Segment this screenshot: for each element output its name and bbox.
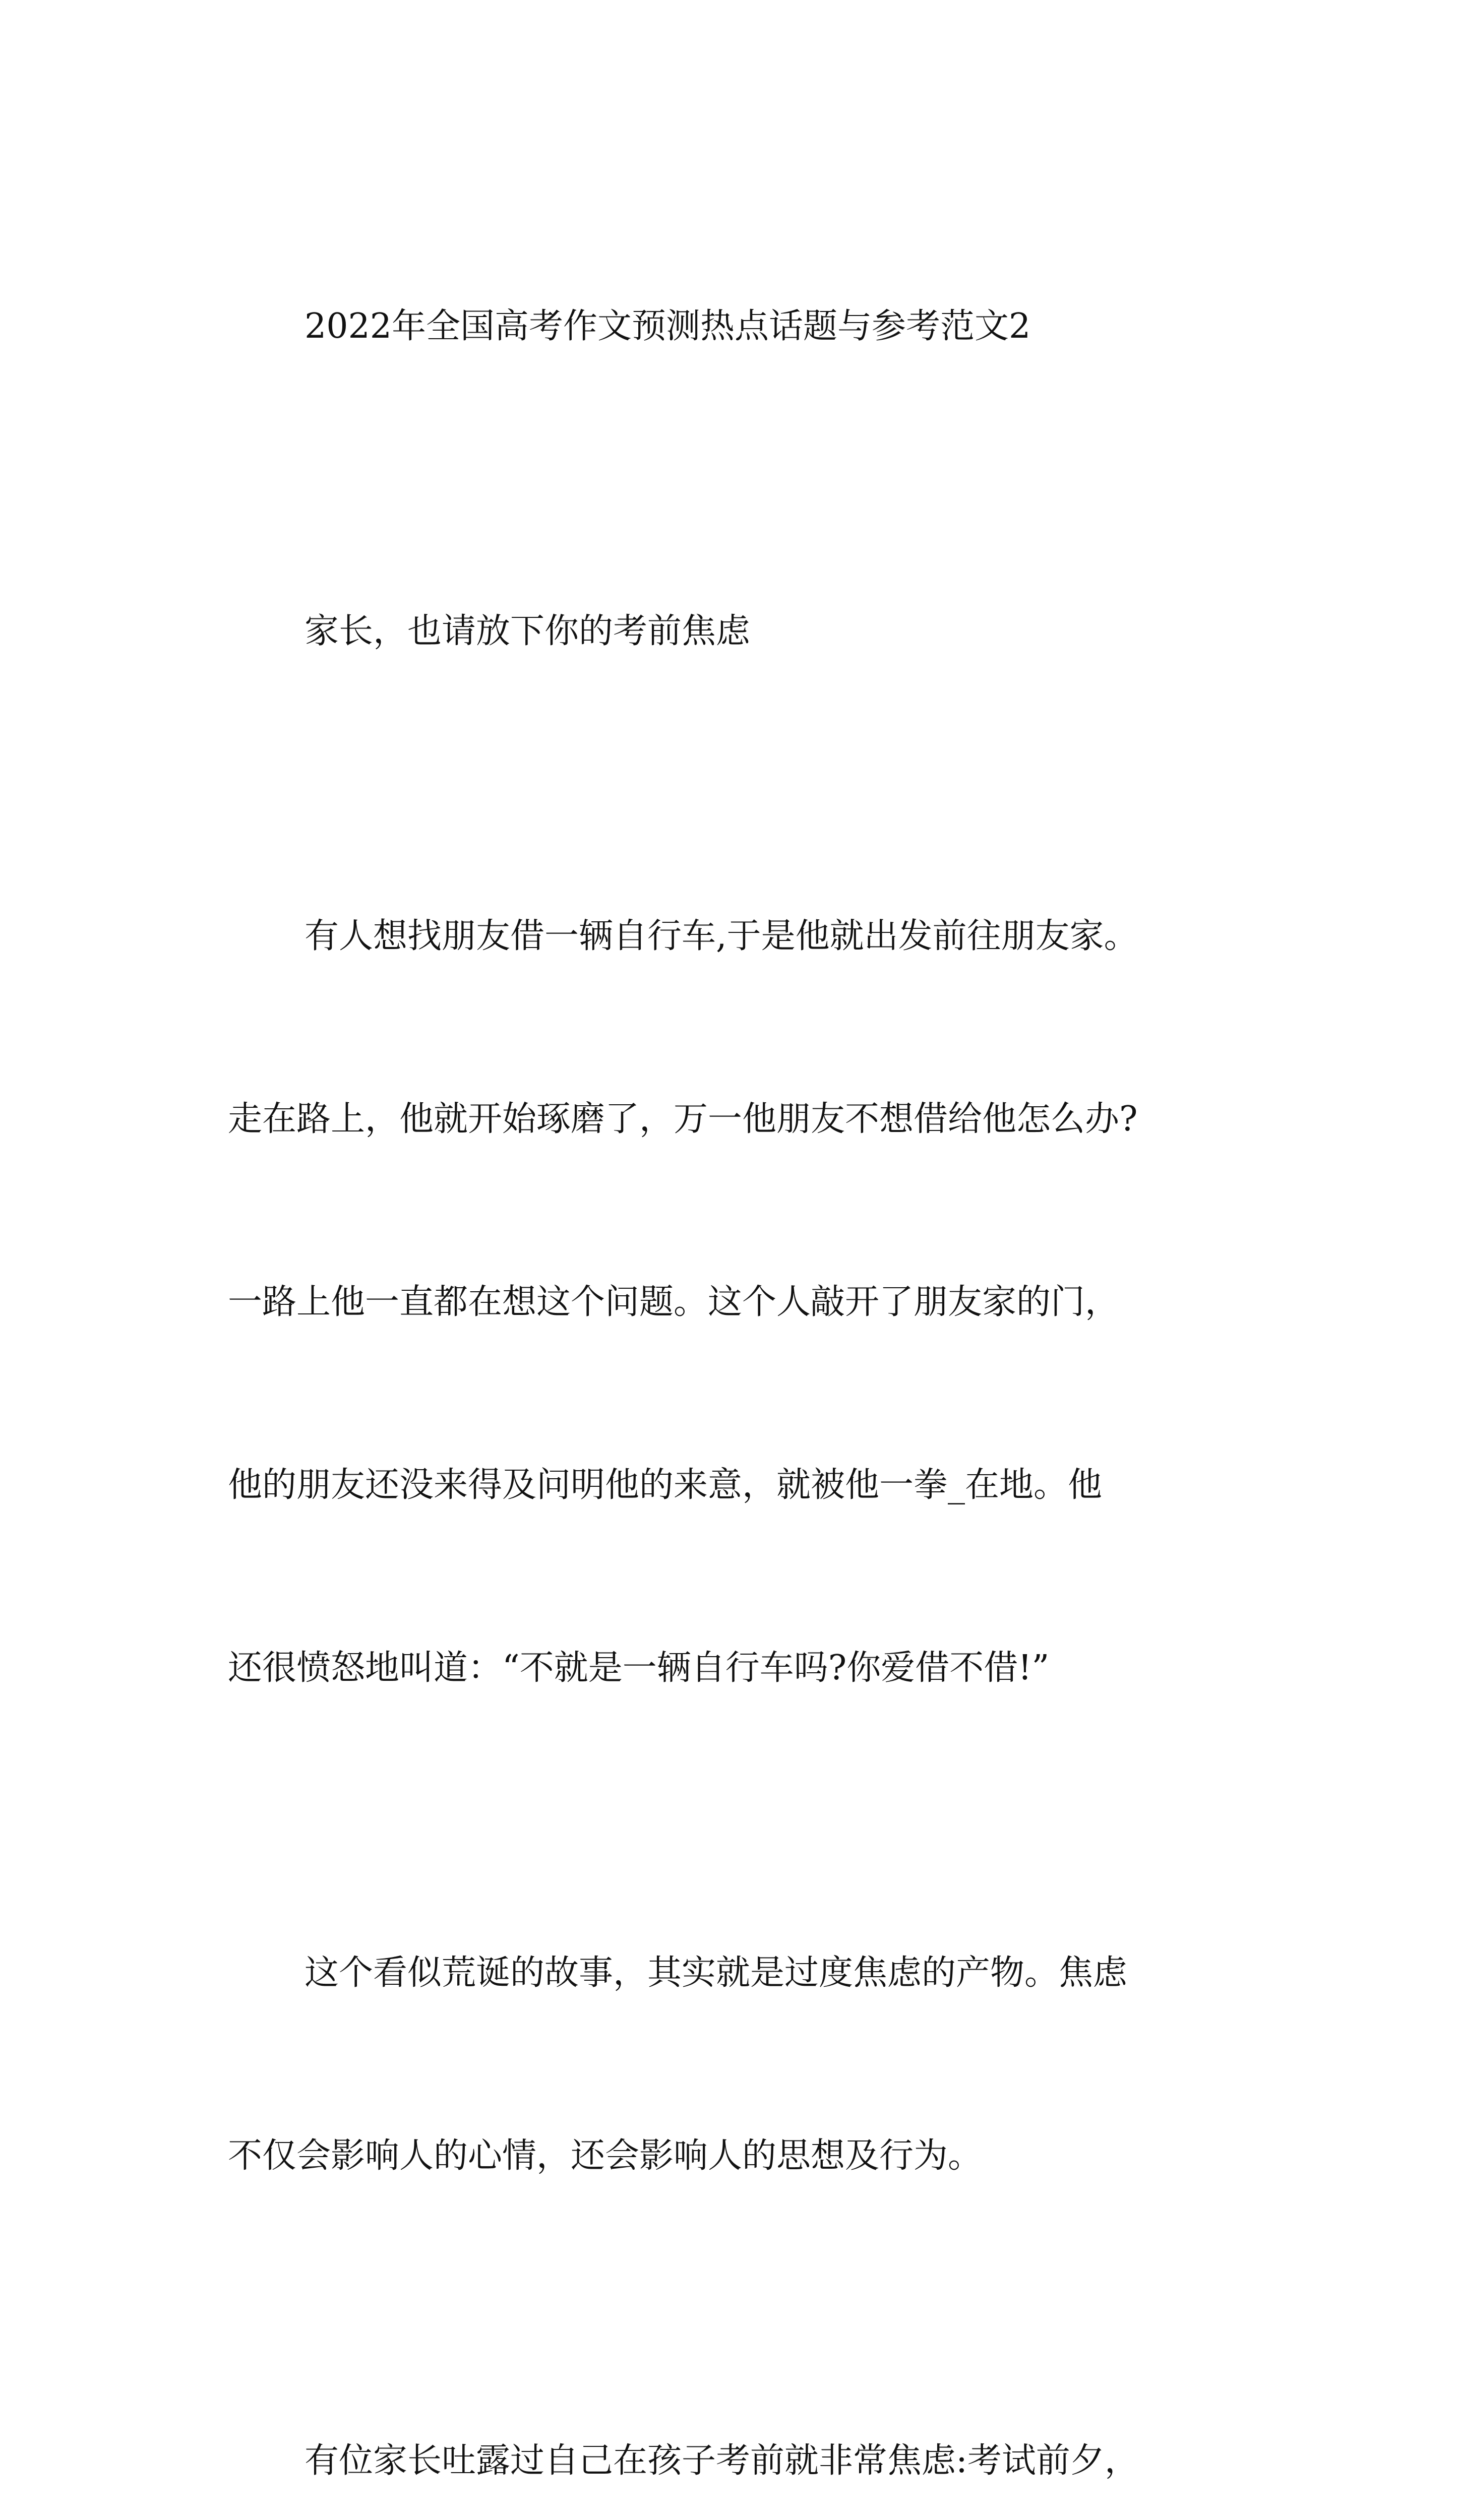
- paragraph-1: [228, 784, 1251, 1820]
- text-line: 不仅会影响人的心情，还会影响人的思想及行为。: [228, 2136, 983, 2176]
- text-line: 有位家长吐露过自己在孩子考前就非常焦虑:考试前夕，: [305, 2441, 1139, 2481]
- subtitle-line: 家长，也请放下你的考前焦虑: [305, 611, 751, 651]
- paragraph-2: [228, 1820, 1251, 2308]
- document-title: [228, 174, 1251, 479]
- title-line: 2022年全国高考作文预测热点话题与参考范文2: [305, 306, 1031, 346]
- paragraph-3: [228, 2308, 1251, 2520]
- text-line: 走在路上，他就开始琢磨了，万一他朋友不想借给他怎么办?: [228, 1099, 1138, 1139]
- document-subtitle: [228, 479, 1251, 784]
- text-line: 他的朋友还没来得及问明他的来意，就被他一拳_在地。他: [228, 1465, 1103, 1505]
- text-line: 一路上他一直都在想这个问题。这个人敲开了朋友家的门，: [228, 1282, 1120, 1322]
- text-line: 还很愤怒地叫道：“不就是一辆自行车吗?你爱借不借!”: [228, 1648, 1050, 1688]
- text-line: 有人想找朋友借一辆自行车,于是他就出发前往朋友家。: [305, 916, 1138, 956]
- text-line: 这个看似荒诞的故事，其实就是过度焦虑的产物。焦虑: [305, 1953, 1128, 1993]
- document-body: [228, 174, 1251, 2520]
